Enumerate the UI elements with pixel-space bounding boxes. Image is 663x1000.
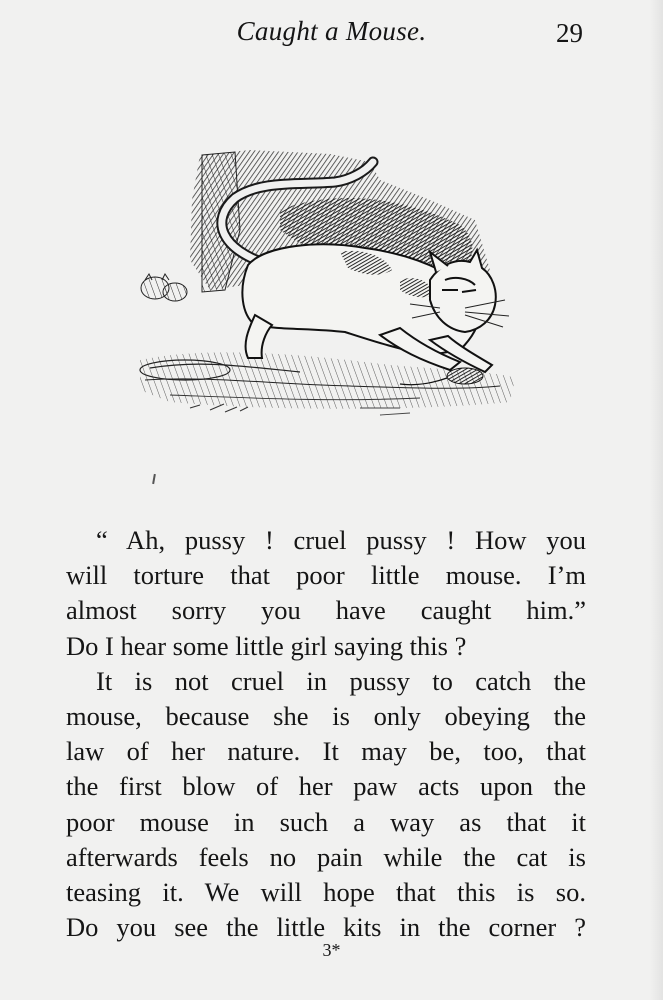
- text-line: law of her nature. It may be, too, that: [66, 736, 586, 767]
- text-line: afterwards feels no pain while the cat is: [66, 841, 586, 872]
- text-line: will torture that poor little mouse. I’m: [66, 560, 586, 591]
- page-number: 29: [556, 18, 583, 48]
- body-paragraphs: [66, 523, 586, 945]
- text-line: Do I hear some little girl saying this ?: [66, 630, 467, 661]
- text-line: almost sorry you have caught him.”: [66, 595, 586, 626]
- running-header-title: Caught a Mouse.: [236, 16, 427, 46]
- text-line: teasing it. We will hope that this is so.: [66, 877, 586, 908]
- text-line: the first blow of her paw acts upon the: [66, 771, 586, 802]
- cat-mouse-illustration: [130, 140, 520, 435]
- text-line: mouse, because she is only obeying the: [66, 701, 586, 732]
- mouse: [447, 368, 483, 384]
- text-line: poor mouse in such a way as that it: [66, 806, 586, 837]
- page-edge-shadow: [649, 0, 663, 1000]
- text-line: Do you see the little kits in the corner ?: [66, 912, 586, 943]
- text-line: “ Ah, pussy ! cruel pussy ! How you: [96, 525, 586, 555]
- text-line: It is not cruel in pussy to catch the: [96, 665, 586, 696]
- signature-mark: 3*: [322, 940, 341, 960]
- stray-ink-mark: [152, 474, 156, 484]
- kittens-corner: [141, 274, 187, 301]
